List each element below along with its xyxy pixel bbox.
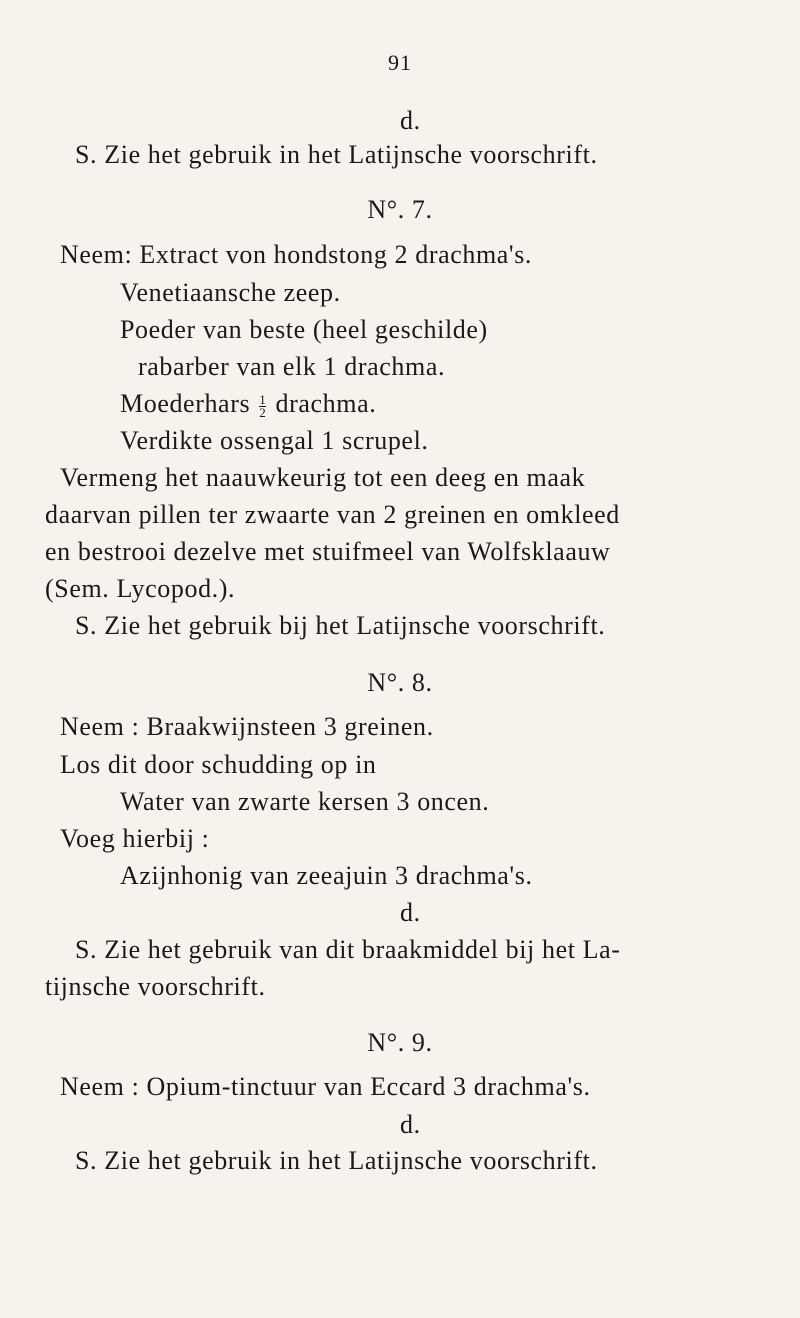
recipe-heading: N°. 7. [367,195,433,224]
recipe-heading: N°. 9. [367,1028,433,1057]
text-line: Azijnhonig van zeeajuin 3 drachma's. [120,861,533,890]
signa-line: S. Zie het gebruik in het Latijnsche voorschrift. [75,140,598,169]
text-line: Water van zwarte kersen 3 oncen. [120,787,490,816]
text-line: Voeg hierbij : [60,824,210,853]
text-line: Neem: Extract von hondstong 2 drachma's. [60,240,533,269]
dispense-mark: d. [400,898,421,927]
text-line: en bestrooi dezelve met stuifmeel van Wolfsklaauw [45,537,611,566]
text-line: Vermeng het naauwkeurig tot een deeg en maak [60,463,586,492]
text-fragment: drachma. [275,389,377,418]
signa-line: S. Zie het gebruik in het Latijnsche voorschrift. [75,1146,598,1175]
text-line: (Sem. Lycopod.). [45,574,236,603]
recipe-heading: N°. 8. [367,668,433,697]
text-line: Poeder van beste (heel geschilde) [120,315,488,344]
page-number: 91 [388,50,412,75]
text-line: Neem : Braakwijnsteen 3 greinen. [60,712,434,741]
text-line: Los dit door schudding op in [60,750,377,779]
text-line: rabarber van elk 1 drachma. [138,352,446,381]
text-line: Neem : Opium-tinctuur van Eccard 3 drachma's. [60,1072,591,1101]
text-line: daarvan pillen ter zwaarte van 2 greinen en omkleed [45,500,620,529]
dispense-mark: d. [400,1110,421,1139]
text-fragment: Moederhars [120,389,251,418]
text-line: Verdikte ossengal 1 scrupel. [120,426,429,455]
fraction-half: $\frac{1}{2}$ [259,391,267,420]
text-line [120,389,376,419]
signa-line: S. Zie het gebruik bij het Latijnsche voorschrift. [75,611,606,640]
text-line: tijnsche voorschrift. [45,972,266,1001]
signa-line: S. Zie het gebruik van dit braakmiddel bij het La- [75,935,621,964]
dispense-mark: d. [400,106,421,135]
text-line: Venetiaansche zeep. [120,278,341,307]
